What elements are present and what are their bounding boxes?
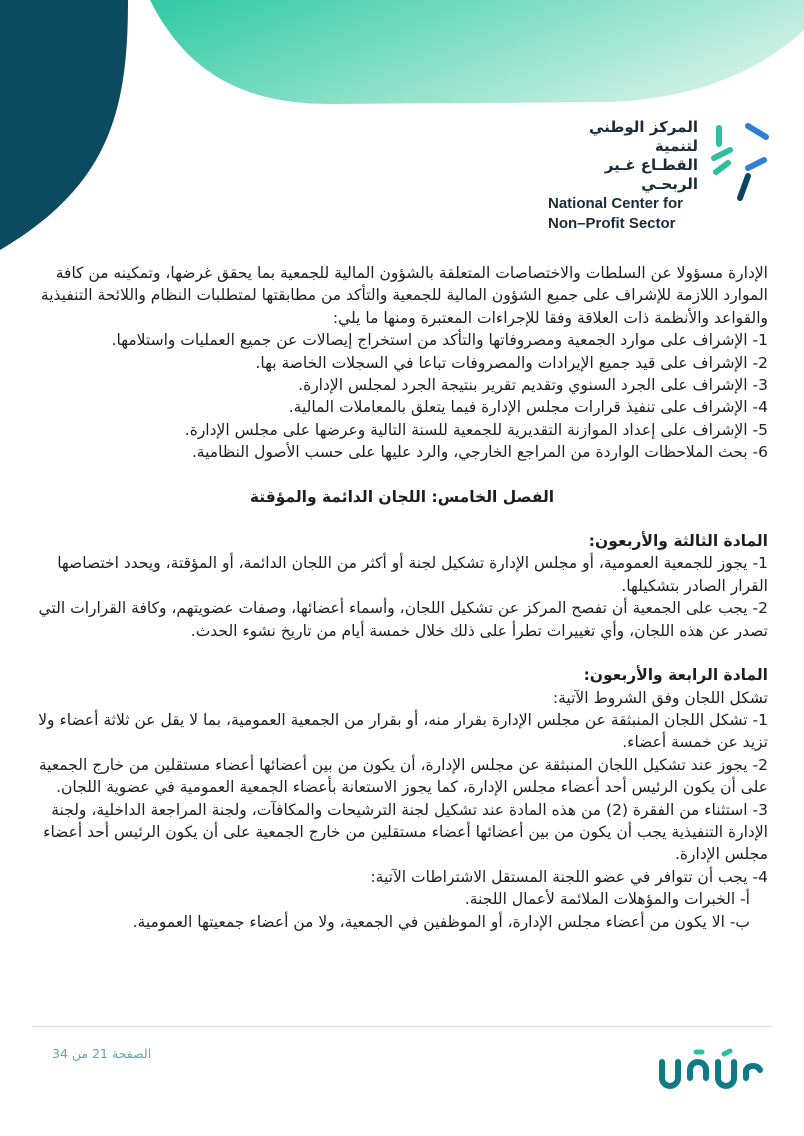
footer-brand-logo [656,1048,764,1090]
list-item: 1- يجوز للجمعية العمومية، أو مجلس الإدارة تشكيل لجنة أو أكثر من اللجان الدائمة، أو المؤقتة، ويحدد اختصاصها القرار الصادر بتشكيلها. [57,554,768,595]
chapter-title: الفصل الخامس: اللجان الدائمة والمؤقتة [249,487,555,506]
footer-divider [32,1026,772,1027]
logo-text [548,118,698,234]
logo-english-line-1: National Center for [548,195,684,212]
logo-arabic-line-2: القطـاع غـير الربحـي [604,156,698,193]
article-44-lead: تشكل اللجان وفق الشروط الآتية: [552,688,768,707]
list-item: 5- الإشراف على إعداد الموازنة التقديرية للجمعية للسنة التالية وعرضها على مجلس الإدارة. [184,420,768,439]
list-item: 3- الإشراف على الجرد السنوي وتقديم تقرير بنتيجة الجرد لمجلس الإدارة. [298,376,768,395]
list-item: 3- استثناء من الفقرة (2) من هذه المادة عند تشكيل لجنة الترشيحات والمكافآت، ولجنة المراجعة الداخلية، ولجنة الإدارة التنفيذية يجب أن يكون من بين أعضائها أعضاء مستقلين من خارج الجمعية على أن يكون الرئيس أحد أعضاء مجلس الإدارة. [43,800,768,864]
sub-list-item: ب- الا يكون من أعضاء مجلس الإدارة، أو الموظفين في الجمعية، ولا من أعضاء جمعيتها العمومية. [132,912,750,931]
ncnp-logo [548,118,778,232]
list-item: 2- الإشراف على قيد جميع الإيرادات والمصروفات تباعا في السجلات الخاصة بها. [255,353,768,372]
sub-list-item: أ- الخبرات والمؤهلات الملائمة لأعمال اللجنة. [464,890,750,909]
list-item: 6- بحث الملاحظات الواردة من المراجع الخارجي، والرد عليها على حسب الأصول النظامية. [191,443,768,462]
list-item: 2- يجوز عند تشكيل اللجان المنبثقة عن مجلس الإدارة، أن يكون من بين أعضائها أعضاء مستقلين من خارج الجمعية على أن يكون الرئيس أحد أعضاء مجلس الإدارة، كما يجوز الاستعانة بأعضاء الجمعية العمومية في عضوية اللجان. [38,755,768,797]
logo-english-line-2: Non–Profit Sector [548,215,676,232]
list-item: 4- يجب أن تتوافر في عضو اللجنة المستقل الاشتراطات الآتية: [370,867,768,886]
list-item: 2- يجب على الجمعية أن تفصح المركز عن تشكيل اللجان، وأسماء أعضائها، وصفات عضويتهم، وكافة القرارات التي تصدر عن هذه اللجان، وأي تغييرات تطرأ على ذلك خلال خمسة أيام من تاريخ نشوء الحدث. [38,599,768,640]
document-body [36,262,768,933]
article-44-title: المادة الرابعة والأربعون: [583,666,768,685]
ncnp-logo-icon [706,118,772,204]
article-43-title: المادة الثالثة والأربعون: [588,532,768,551]
intro-paragraph: الإدارة مسؤولا عن السلطات والاختصاصات المتعلقة بالشؤون المالية للجمعية بما يحقق غرضها، وتمكينه من كافة الموارد اللازمة للإشراف على جميع الشؤون المالية للجمعية والتأكد من مطابقتها لمتطلبات النظام واللائحة التنفيذية والقواعد والأنظمة ذات العلاقة وفقا للإجراءات المعتبرة ومنها ما يلي: [40,264,768,327]
list-item: 1- تشكل اللجان المنبثقة عن مجلس الإدارة بقرار منه، أو بقرار من الجمعية العمومية، بما لا يقل عن ثلاثة أعضاء ولا تزيد عن خمسة أعضاء. [38,710,768,752]
logo-arabic-line-1: المركز الوطني لتنمية [588,118,698,155]
list-item: 1- الإشراف على موارد الجمعية ومصروفاتها والتأكد من استخراج إيصالات عن جميع العمليات واستلامها. [111,331,768,350]
page-number: الصفحة 21 من 34 [52,1046,152,1061]
list-item: 4- الإشراف على تنفيذ قرارات مجلس الإدارة فيما يتعلق بالمعاملات المالية. [288,398,768,417]
